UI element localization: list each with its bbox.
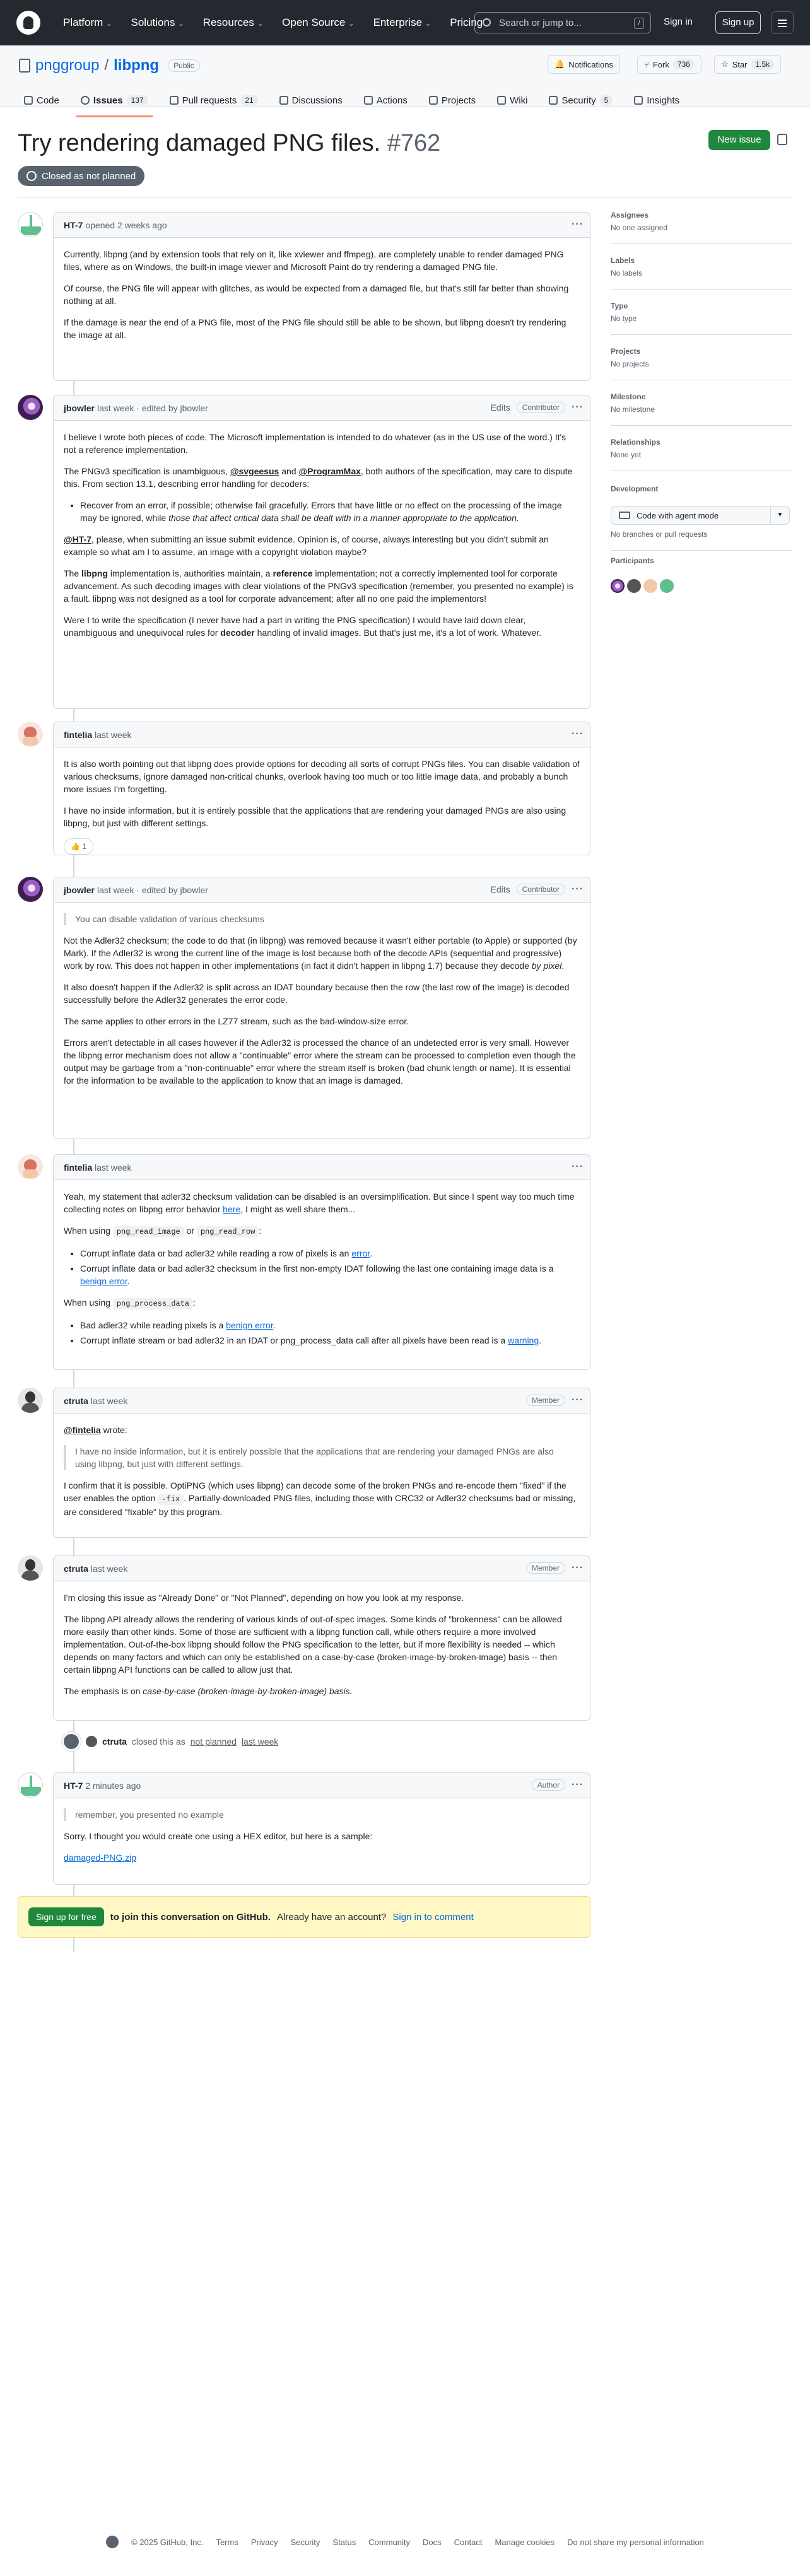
thumbs-up-reaction[interactable]: 👍 1 xyxy=(64,838,93,855)
sidebar-relationships[interactable]: Relationships None yet xyxy=(611,438,792,471)
join-conversation-banner xyxy=(18,1896,590,1938)
avatar[interactable] xyxy=(660,579,674,593)
repo-icon xyxy=(19,59,30,73)
role-badge: Member xyxy=(526,1395,565,1406)
shield-icon xyxy=(549,96,558,105)
footer-link[interactable]: Community xyxy=(368,2537,411,2547)
comment-author[interactable]: jbowler xyxy=(64,884,95,895)
comment-text: Of course, the PNG file will appear with glitches, as would be expected from a damaged file, but that's still far better than showing nothing at all. xyxy=(64,283,569,306)
edits-dropdown[interactable]: Edits xyxy=(490,884,510,894)
attachment-link[interactable]: damaged-PNG.zip xyxy=(64,1853,137,1863)
footer xyxy=(0,2536,810,2548)
footer-link[interactable]: Privacy xyxy=(250,2537,278,2547)
avatar[interactable] xyxy=(18,1555,43,1581)
avatar[interactable] xyxy=(18,1154,43,1180)
tab-issues[interactable]: Issues 137 xyxy=(76,88,153,112)
mention-link[interactable]: @ProgramMax xyxy=(298,466,361,476)
avatar[interactable] xyxy=(627,579,641,593)
role-badge: Contributor xyxy=(517,402,565,413)
footer-link[interactable]: Manage cookies xyxy=(495,2537,555,2547)
issue-number: #762 xyxy=(387,130,441,156)
edits-dropdown[interactable]: Edits xyxy=(490,402,510,413)
search-placeholder: Search or jump to... xyxy=(499,17,582,28)
comment-ctruta-1: ctruta last week Member ··· @fintelia wrote: I have no inside information, but it is entirely possible that the applications that are rendering your damaged PNGs are also using libpng, but just with different settings. I confirm that it is possible. OptiPNG (which uses libpng) can decode some of the broken PNGs and re-encode them "fixed" if the user enables the option -fix . Partially-downloaded PNG files, including those with CRC32 or Adler32 checksums bad or missing, are considered "fixable" by this program. xyxy=(53,1388,590,1538)
avatar[interactable] xyxy=(643,579,657,593)
comment-jbowler-2: jbowler last week · edited by jbowler Edits Contributor ··· You can disable validation of various checksums Not the Adler32 checksum; the code to do that (in libpng) was removed because it wasn't either portable (to Apple) or supported (by Mark). If the Adler32 is wrong the current line of the image is lost because both of the decode APIs (sequential and progressive) work by row. This does not happen in other implementations (in fact it didn't happen in libpng 1.7) because they decode by pixel. It also doesn't happen if the Adler32 is split across an IDAT boundary because then the row (the last row of the image) is decoded successfully before the Adler32 generates the error code. The same applies to other errors in the LZ77 stream, such as the bad-window-size error. Errors aren't detectable in all cases however if the Adler32 is processed the chance of an undetected error is very small. However the libpng error mechanism does not allow a "continuable" error where the stream can be processed to completion even though the output may be garbage from a "non-continuable" error where the stream itself is broken (bad chunk length or name). It is essential for the information to be available to the application to know that an image is damaged. xyxy=(53,877,590,1139)
star-label: Star xyxy=(732,59,748,69)
issue-state-badge: Closed as not planned xyxy=(18,166,144,186)
comment-ht7-opening xyxy=(53,212,590,381)
avatar[interactable] xyxy=(18,395,43,420)
tab-pull-requests[interactable]: Pull requests 21 xyxy=(165,88,263,112)
benign-error-link[interactable]: benign error xyxy=(226,1320,273,1330)
join-text: to join this conversation on GitHub. xyxy=(110,1911,271,1923)
kebab-menu-icon[interactable]: ··· xyxy=(572,884,584,894)
event-actor[interactable]: ctruta xyxy=(102,1736,127,1747)
search-input[interactable] xyxy=(474,12,651,33)
hamburger-menu-icon[interactable] xyxy=(771,11,794,34)
notifications-button[interactable] xyxy=(548,55,620,74)
comment-meta: opened 2 weeks ago xyxy=(85,220,167,230)
comment-meta: last week · edited by jbowler xyxy=(97,402,208,413)
tab-code[interactable]: Code xyxy=(19,88,64,112)
bell-icon: 🔔 xyxy=(555,59,565,69)
sidebar-dev-value: No branches or pull requests xyxy=(611,530,792,551)
kebab-menu-icon[interactable]: ··· xyxy=(572,402,584,413)
global-nav xyxy=(56,13,490,33)
repo-name-link[interactable]: libpng xyxy=(114,57,160,74)
tab-projects[interactable]: Projects xyxy=(424,88,481,112)
github-logo-icon[interactable] xyxy=(16,11,40,35)
avatar[interactable] xyxy=(18,877,43,902)
avatar[interactable] xyxy=(18,212,43,237)
fork-icon: ⑂ xyxy=(644,59,649,69)
comment-author[interactable]: HT-7 xyxy=(64,220,83,230)
role-badge: Contributor xyxy=(517,884,565,895)
footer-link[interactable]: Terms xyxy=(216,2537,238,2547)
sidebar-labels[interactable]: Labels No labels xyxy=(611,256,792,290)
skip-icon xyxy=(26,171,37,181)
tab-wiki[interactable]: Wiki xyxy=(492,88,532,112)
kebab-menu-icon[interactable]: ··· xyxy=(572,1395,584,1405)
repo-owner-link[interactable]: pnggroup xyxy=(35,57,100,74)
comment-text: Currently, libpng (and by extension tools that rely on it, like xviewer and ffmpeg), are completely unable to render damaged PNG files, where as on Windows, the built-in image viewer and Microsoft Paint do try rendering a damaged PNG file. xyxy=(64,249,564,272)
kebab-menu-icon[interactable]: ··· xyxy=(572,1562,584,1573)
mention-link[interactable]: @svgeesus xyxy=(230,466,279,476)
github-logo-icon xyxy=(106,2536,119,2548)
role-badge: Member xyxy=(526,1562,565,1574)
comment-meta: last week · edited by jbowler xyxy=(97,884,208,895)
sign-up-free-button[interactable]: Sign up for free xyxy=(28,1907,104,1926)
avatar[interactable] xyxy=(18,1772,43,1798)
comment-author[interactable]: fintelia xyxy=(64,1162,93,1173)
comment-text: I believe I wrote both pieces of code. The Microsoft implementation is intended to do whatever (as in the US use of the word.) It's not a reference implementation. xyxy=(64,432,566,455)
avatar[interactable] xyxy=(86,1736,97,1747)
comment-author[interactable]: fintelia xyxy=(64,729,93,740)
comment-meta: last week xyxy=(90,1563,128,1574)
avatar[interactable] xyxy=(18,722,43,747)
sign-in-link[interactable]: Sign in xyxy=(664,16,693,27)
footer-link[interactable]: Do not share my personal information xyxy=(567,2537,704,2547)
nav-enterprise[interactable]: Enterprise ⌄ xyxy=(373,16,431,28)
benign-error-link[interactable]: benign error xyxy=(80,1276,127,1286)
footer-link[interactable]: Contact xyxy=(454,2537,483,2547)
repo-tabs xyxy=(19,88,684,112)
avatar[interactable] xyxy=(18,1388,43,1413)
kebab-menu-icon[interactable]: ··· xyxy=(572,219,584,230)
nav-resources[interactable]: Resources ⌄ xyxy=(202,16,264,28)
warning-link[interactable]: warning xyxy=(508,1335,539,1345)
mention-link[interactable]: @fintelia xyxy=(64,1425,101,1435)
quote-block: I have no inside information, but it is entirely possible that the applications that are rendering your damaged PNGs are also using libpng, but just with different settings. xyxy=(64,1445,580,1470)
wiki-icon xyxy=(497,96,506,105)
comment-ht7-2: HT-7 2 minutes ago Author ··· remember, you presented no example Sorry. I thought you would create one using a HEX editor, but here is a sample: damaged-PNG.zip xyxy=(53,1772,590,1885)
sign-in-to-comment-link[interactable]: Sign in to comment xyxy=(392,1911,474,1923)
copilot-icon xyxy=(619,512,630,519)
search-icon xyxy=(483,18,491,26)
nav-pricing[interactable]: Pricing xyxy=(450,16,483,28)
comment-author[interactable]: ctruta xyxy=(64,1563,88,1574)
copyright: © 2025 GitHub, Inc. xyxy=(131,2537,204,2547)
actions-icon xyxy=(364,96,373,105)
kebab-menu-icon[interactable]: ··· xyxy=(572,729,584,739)
quote-block: You can disable validation of various checksums xyxy=(64,913,580,925)
event-state[interactable]: not planned xyxy=(190,1736,237,1747)
copy-link-icon[interactable] xyxy=(777,134,787,145)
star-button[interactable] xyxy=(714,55,781,74)
star-count: 1.5k xyxy=(751,59,775,69)
comment-meta: last week xyxy=(95,1162,132,1173)
sidebar-participants: Participants xyxy=(611,556,654,565)
role-badge: Author xyxy=(532,1779,565,1791)
comment-ctruta-2: ctruta last week Member ··· I'm closing this issue as "Already Done" or "Not Planned", depending on how you look at my response. The libpng API already allows the rendering of various kinds of out-of-spec images. Some kinds of "brokenness" can be allowed more easily than other kinds. Some of those are sufficient with a libpng function call, while others require a more involved implementation. Out-of-the-box libpng should follow the PNG specification to the letter, but if more flexibility is needed -- which depends on many factors and which can only be established on a case-by-case (broken-image-by-broken-image) basis -- then certain libpng API functions can be called to allow just that. The emphasis is on case-by-case (broken-image-by-broken-image) basis. xyxy=(53,1555,590,1721)
comment-fintelia-2: fintelia last week ··· Yeah, my statement that adler32 checksum validation can be disabled is an oversimplification. But since I spent way too much time collecting notes on libpng error behavior here, I might as well share them... When using png_read_image or png_read_row : • Corrupt inflate data or bad adler32 while reading a row of pixels is an error. • Corrupt inflate data or bad adler32 checksum in the first non-empty IDAT following the last one containing image data is a benign error. When using png_process_data : • Bad adler32 while reading pixels is a benign error. • Corrupt inflate stream or bad adler32 in an IDAT or png_process_data call after all pixels have been read is a warning. xyxy=(53,1154,590,1370)
sidebar-assignees[interactable]: Assignees No one assigned xyxy=(611,211,792,244)
projects-icon xyxy=(429,96,438,105)
discussions-icon xyxy=(279,96,288,105)
tab-actions[interactable]: Actions xyxy=(359,88,413,112)
nav-open-source[interactable]: Open Source ⌄ xyxy=(282,16,355,28)
sidebar-type[interactable]: Type No type xyxy=(611,302,792,335)
comment-meta: last week xyxy=(90,1395,128,1406)
star-icon: ☆ xyxy=(721,59,729,69)
notes-link[interactable]: here xyxy=(223,1204,241,1214)
repo-separator: / xyxy=(104,57,109,74)
issue-icon xyxy=(81,96,90,105)
search-shortcut-key: / xyxy=(634,18,644,29)
kebab-menu-icon[interactable]: ··· xyxy=(572,1779,584,1790)
footer-link[interactable]: Docs xyxy=(423,2537,442,2547)
fork-count: 736 xyxy=(673,59,695,69)
participants-list xyxy=(611,579,674,593)
comment-author[interactable]: jbowler xyxy=(64,402,95,413)
comment-fintelia-1: fintelia last week ··· It is also worth pointing out that libpng does provide options for decoding all sorts of corrupt PNGs files. You can disable validation of various checksums, ignore damaged non-critical chunks, overlook having too much or too little image data, and probably a bunch more issues I'm forgetting. I have no inside information, but it is entirely possible that the applications that are rendering your damaged PNGs are also using libpng, but just with different settings. 👍 1 xyxy=(53,722,590,855)
notifications-label: Notifications xyxy=(568,59,613,69)
nav-platform[interactable]: Platform ⌄ xyxy=(63,16,112,28)
event-time[interactable]: last week xyxy=(241,1736,279,1747)
comment-text: If the damage is near the end of a PNG file, most of the PNG file should still be able to be shown, but libpng doesn't try rendering the image at all. xyxy=(64,317,566,340)
comment-author[interactable]: ctruta xyxy=(64,1395,88,1406)
sidebar-projects[interactable]: Projects No projects xyxy=(611,347,792,380)
code-with-agent-button[interactable]: Code with agent mode ▼ xyxy=(611,506,790,525)
code-icon xyxy=(24,96,33,105)
comment-meta: last week xyxy=(95,729,132,740)
sidebar-development: Development xyxy=(611,484,659,493)
skip-icon xyxy=(62,1732,81,1751)
visibility-badge: Public xyxy=(168,59,200,72)
quote-block: remember, you presented no example xyxy=(64,1808,580,1821)
sign-up-button[interactable]: Sign up xyxy=(715,11,761,34)
sidebar-milestone[interactable]: Milestone No milestone xyxy=(611,392,792,426)
nav-solutions[interactable]: Solutions ⌄ xyxy=(131,16,184,28)
error-link[interactable]: error xyxy=(351,1248,370,1258)
comment-author[interactable]: HT-7 xyxy=(64,1780,83,1791)
fork-button[interactable] xyxy=(637,55,701,74)
comment-meta: 2 minutes ago xyxy=(85,1780,141,1791)
new-issue-button[interactable]: New issue xyxy=(708,130,770,150)
comment-jbowler-1: jbowler last week · edited by jbowler Edits Contributor ··· I believe I wrote both pieces of code. The Microsoft implementation is intended to do whatever (as in the US use of the word.) It's not a reference implementation. The PNGv3 specification is unambiguous, @svgeesus and @ProgramMax, both authors of the specification, may care to dispute this. From section 13.1, describing error handling for decoders: • Recover from an error, if possible; otherwise fail gracefully. Errors that have little or no effect on the processing of the image may be ignored, while those that affect critical data shall be dealt with in a manner appropriate to the application. @HT-7, please, when submitting an issue submit evidence. Opinion is, of course, always interesting but you didn't submit an example so what am I to assume, an image with a copyright violation maybe? The libpng implementation is, authorities maintain, a reference implementation; not a correctly implemented tool for corporate advancement. As such decoding images with clear violations of the PNGv3 specification (remember, you presented no example) is a fault. libpng was not designed as a tool for corporate advancement; after all no one paid the implementors! Were I to write the specification (I never have had a part in writing the PNG specification) I would have laid down clear, unambiguous and unequivocal rules for decoder handling of invalid images. But that's just me, it's a lot of work. Whatever. xyxy=(53,395,590,709)
mention-link[interactable]: @HT-7 xyxy=(64,534,91,544)
kebab-menu-icon[interactable]: ··· xyxy=(572,1161,584,1172)
pull-request-icon xyxy=(170,96,179,105)
already-text: Already have an account? xyxy=(276,1911,387,1923)
graph-icon xyxy=(634,96,643,105)
footer-link[interactable]: Security xyxy=(290,2537,320,2547)
chevron-down-icon[interactable]: ▼ xyxy=(770,506,789,524)
tab-discussions[interactable]: Discussions xyxy=(274,88,348,112)
fork-label: Fork xyxy=(652,59,669,69)
footer-link[interactable]: Status xyxy=(332,2537,356,2547)
issue-title: Try rendering damaged PNG files. #762 xyxy=(18,130,441,156)
repo-title xyxy=(19,57,200,74)
closed-event: ctruta closed this as not planned last week xyxy=(62,1732,278,1751)
avatar[interactable] xyxy=(611,579,625,593)
tab-security[interactable]: Security 5 xyxy=(544,88,618,112)
tab-insights[interactable]: Insights xyxy=(629,88,684,112)
